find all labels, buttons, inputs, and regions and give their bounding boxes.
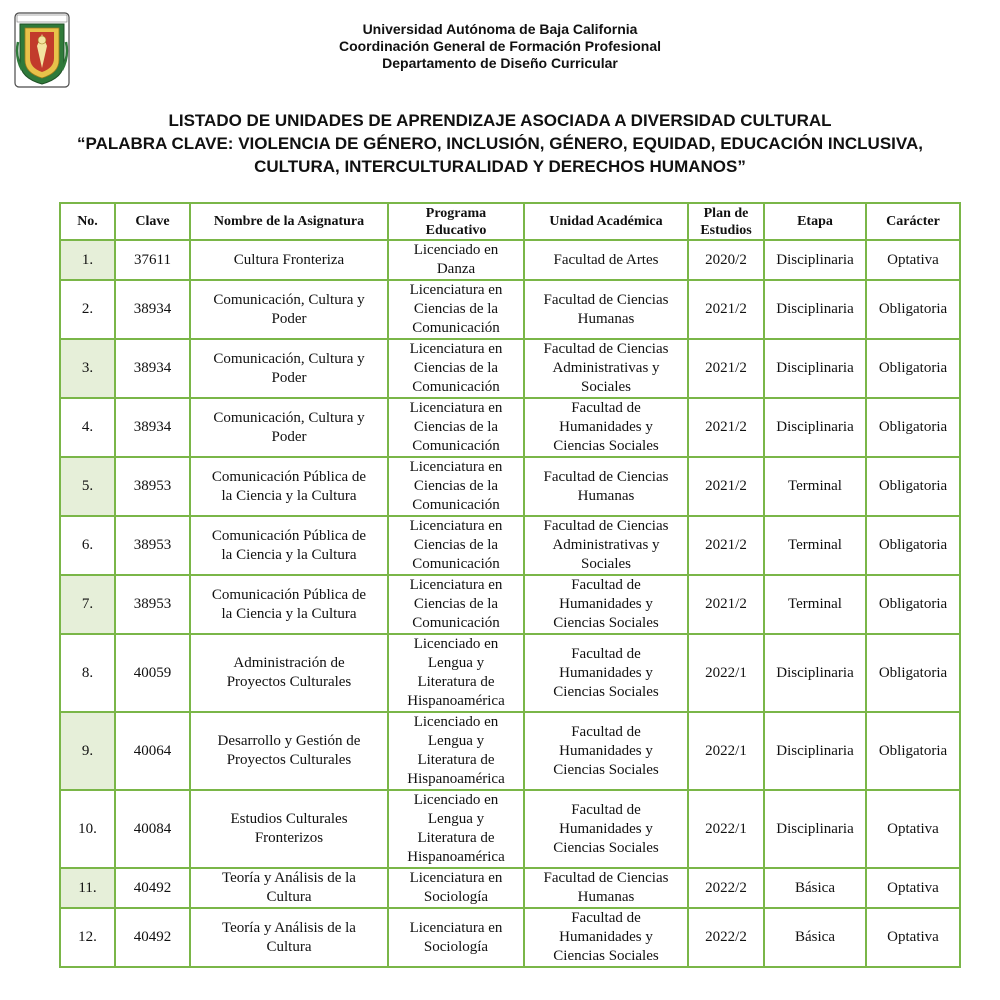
cell-clave: 40064 (115, 712, 190, 790)
cell-etapa: Disciplinaria (764, 634, 866, 712)
table-row (60, 634, 960, 712)
cell-clave: 38953 (115, 516, 190, 575)
cell-no: 3. (60, 339, 115, 398)
header-asignatura: Nombre de la Asignatura (190, 203, 388, 240)
cell-plan: 2022/2 (688, 868, 764, 908)
cell-caracter: Optativa (866, 908, 960, 967)
cell-etapa: Básica (764, 908, 866, 967)
table-header-row (60, 203, 960, 240)
cell-etapa: Terminal (764, 575, 866, 634)
institution-header (260, 21, 740, 72)
cell-asignatura: Teoría y Análisis de la Cultura (190, 868, 388, 908)
cell-programa: Licenciado en Danza (388, 240, 524, 280)
cell-clave: 40084 (115, 790, 190, 868)
cell-clave: 40492 (115, 908, 190, 967)
cell-no: 6. (60, 516, 115, 575)
table-row (60, 240, 960, 280)
cell-clave: 38934 (115, 280, 190, 339)
cell-etapa: Disciplinaria (764, 712, 866, 790)
cell-unidad: Facultad de Ciencias Humanas (524, 280, 688, 339)
cell-no: 10. (60, 790, 115, 868)
cell-caracter: Obligatoria (866, 339, 960, 398)
header-no: No. (60, 203, 115, 240)
cell-programa: Licenciatura en Ciencias de la Comunicación (388, 516, 524, 575)
cell-unidad: Facultad de Humanidades y Ciencias Sociales (524, 634, 688, 712)
table-row (60, 398, 960, 457)
cell-asignatura: Comunicación, Cultura y Poder (190, 280, 388, 339)
cell-asignatura: Comunicación, Cultura y Poder (190, 398, 388, 457)
cell-programa: Licenciado en Lengua y Literatura de Hispanoamérica (388, 712, 524, 790)
cell-clave: 40059 (115, 634, 190, 712)
title-line-1: LISTADO DE UNIDADES DE APRENDIZAJE ASOCIADA A DIVERSIDAD CULTURAL (168, 111, 832, 130)
cell-programa: Licenciatura en Ciencias de la Comunicación (388, 575, 524, 634)
cell-plan: 2021/2 (688, 398, 764, 457)
header-clave: Clave (115, 203, 190, 240)
cell-no: 4. (60, 398, 115, 457)
table-row (60, 790, 960, 868)
cell-etapa: Disciplinaria (764, 398, 866, 457)
cell-asignatura: Cultura Fronteriza (190, 240, 388, 280)
cell-caracter: Optativa (866, 790, 960, 868)
cell-plan: 2022/1 (688, 634, 764, 712)
header-plan: Plan de Estudios (688, 203, 764, 240)
cell-etapa: Terminal (764, 457, 866, 516)
table-row (60, 280, 960, 339)
courses-table-body (60, 240, 960, 967)
cell-programa: Licenciatura en Sociología (388, 908, 524, 967)
cell-etapa: Disciplinaria (764, 280, 866, 339)
header-unidad: Unidad Académica (524, 203, 688, 240)
cell-asignatura: Teoría y Análisis de la Cultura (190, 908, 388, 967)
cell-plan: 2022/2 (688, 908, 764, 967)
courses-table (59, 202, 961, 968)
university-name: Universidad Autónoma de Baja California (362, 21, 638, 37)
cell-caracter: Obligatoria (866, 575, 960, 634)
cell-plan: 2022/1 (688, 790, 764, 868)
university-seal-icon (14, 12, 70, 88)
title-line-3: CULTURA, INTERCULTURALIDAD Y DERECHOS HUMANOS” (254, 157, 746, 176)
cell-clave: 38934 (115, 398, 190, 457)
table-row (60, 457, 960, 516)
cell-caracter: Obligatoria (866, 457, 960, 516)
cell-programa: Licenciatura en Ciencias de la Comunicación (388, 457, 524, 516)
cell-programa: Licenciado en Lengua y Literatura de Hispanoamérica (388, 790, 524, 868)
cell-plan: 2021/2 (688, 457, 764, 516)
table-row (60, 908, 960, 967)
table-row (60, 575, 960, 634)
cell-plan: 2020/2 (688, 240, 764, 280)
table-row (60, 712, 960, 790)
cell-clave: 40492 (115, 868, 190, 908)
cell-unidad: Facultad de Ciencias Humanas (524, 868, 688, 908)
cell-etapa: Básica (764, 868, 866, 908)
cell-plan: 2022/1 (688, 712, 764, 790)
cell-caracter: Optativa (866, 240, 960, 280)
cell-no: 5. (60, 457, 115, 516)
cell-plan: 2021/2 (688, 339, 764, 398)
cell-unidad: Facultad de Ciencias Administrativas y Sociales (524, 339, 688, 398)
cell-programa: Licenciatura en Ciencias de la Comunicación (388, 339, 524, 398)
cell-asignatura: Comunicación Pública de la Ciencia y la Cultura (190, 457, 388, 516)
cell-programa: Licenciatura en Ciencias de la Comunicación (388, 398, 524, 457)
table-row (60, 868, 960, 908)
cell-clave: 38953 (115, 457, 190, 516)
table-row (60, 339, 960, 398)
cell-caracter: Optativa (866, 868, 960, 908)
cell-clave: 38934 (115, 339, 190, 398)
cell-unidad: Facultad de Humanidades y Ciencias Sociales (524, 398, 688, 457)
cell-caracter: Obligatoria (866, 398, 960, 457)
cell-asignatura: Comunicación Pública de la Ciencia y la Cultura (190, 575, 388, 634)
cell-asignatura: Comunicación Pública de la Ciencia y la Cultura (190, 516, 388, 575)
cell-unidad: Facultad de Humanidades y Ciencias Sociales (524, 712, 688, 790)
cell-programa: Licenciatura en Sociología (388, 868, 524, 908)
document-title (0, 109, 1000, 178)
cell-plan: 2021/2 (688, 575, 764, 634)
cell-no: 9. (60, 712, 115, 790)
cell-caracter: Obligatoria (866, 516, 960, 575)
cell-caracter: Obligatoria (866, 280, 960, 339)
cell-no: 8. (60, 634, 115, 712)
cell-asignatura: Estudios Culturales Fronterizos (190, 790, 388, 868)
cell-etapa: Disciplinaria (764, 339, 866, 398)
department-name: Departamento de Diseño Curricular (382, 55, 618, 71)
cell-asignatura: Desarrollo y Gestión de Proyectos Culturales (190, 712, 388, 790)
cell-no: 1. (60, 240, 115, 280)
cell-etapa: Disciplinaria (764, 790, 866, 868)
cell-unidad: Facultad de Humanidades y Ciencias Sociales (524, 575, 688, 634)
cell-no: 11. (60, 868, 115, 908)
cell-unidad: Facultad de Artes (524, 240, 688, 280)
cell-unidad: Facultad de Ciencias Humanas (524, 457, 688, 516)
cell-etapa: Terminal (764, 516, 866, 575)
cell-no: 7. (60, 575, 115, 634)
header-caracter: Carácter (866, 203, 960, 240)
coordination-name: Coordinación General de Formación Profesional (338, 38, 662, 54)
cell-no: 2. (60, 280, 115, 339)
title-line-2: “PALABRA CLAVE: VIOLENCIA DE GÉNERO, INCLUSIÓN, GÉNERO, EQUIDAD, EDUCACIÓN INCLUSIVA, (77, 134, 923, 153)
cell-clave: 38953 (115, 575, 190, 634)
cell-unidad: Facultad de Humanidades y Ciencias Sociales (524, 908, 688, 967)
cell-plan: 2021/2 (688, 516, 764, 575)
cell-etapa: Disciplinaria (764, 240, 866, 280)
cell-clave: 37611 (115, 240, 190, 280)
cell-unidad: Facultad de Humanidades y Ciencias Sociales (524, 790, 688, 868)
table-row (60, 516, 960, 575)
header-programa: Programa Educativo (388, 203, 524, 240)
cell-programa: Licenciado en Lengua y Literatura de Hispanoamérica (388, 634, 524, 712)
cell-no: 12. (60, 908, 115, 967)
cell-unidad: Facultad de Ciencias Administrativas y Sociales (524, 516, 688, 575)
cell-caracter: Obligatoria (866, 712, 960, 790)
cell-asignatura: Administración de Proyectos Culturales (190, 634, 388, 712)
header-etapa: Etapa (764, 203, 866, 240)
cell-caracter: Obligatoria (866, 634, 960, 712)
cell-plan: 2021/2 (688, 280, 764, 339)
cell-asignatura: Comunicación, Cultura y Poder (190, 339, 388, 398)
cell-programa: Licenciatura en Ciencias de la Comunicación (388, 280, 524, 339)
